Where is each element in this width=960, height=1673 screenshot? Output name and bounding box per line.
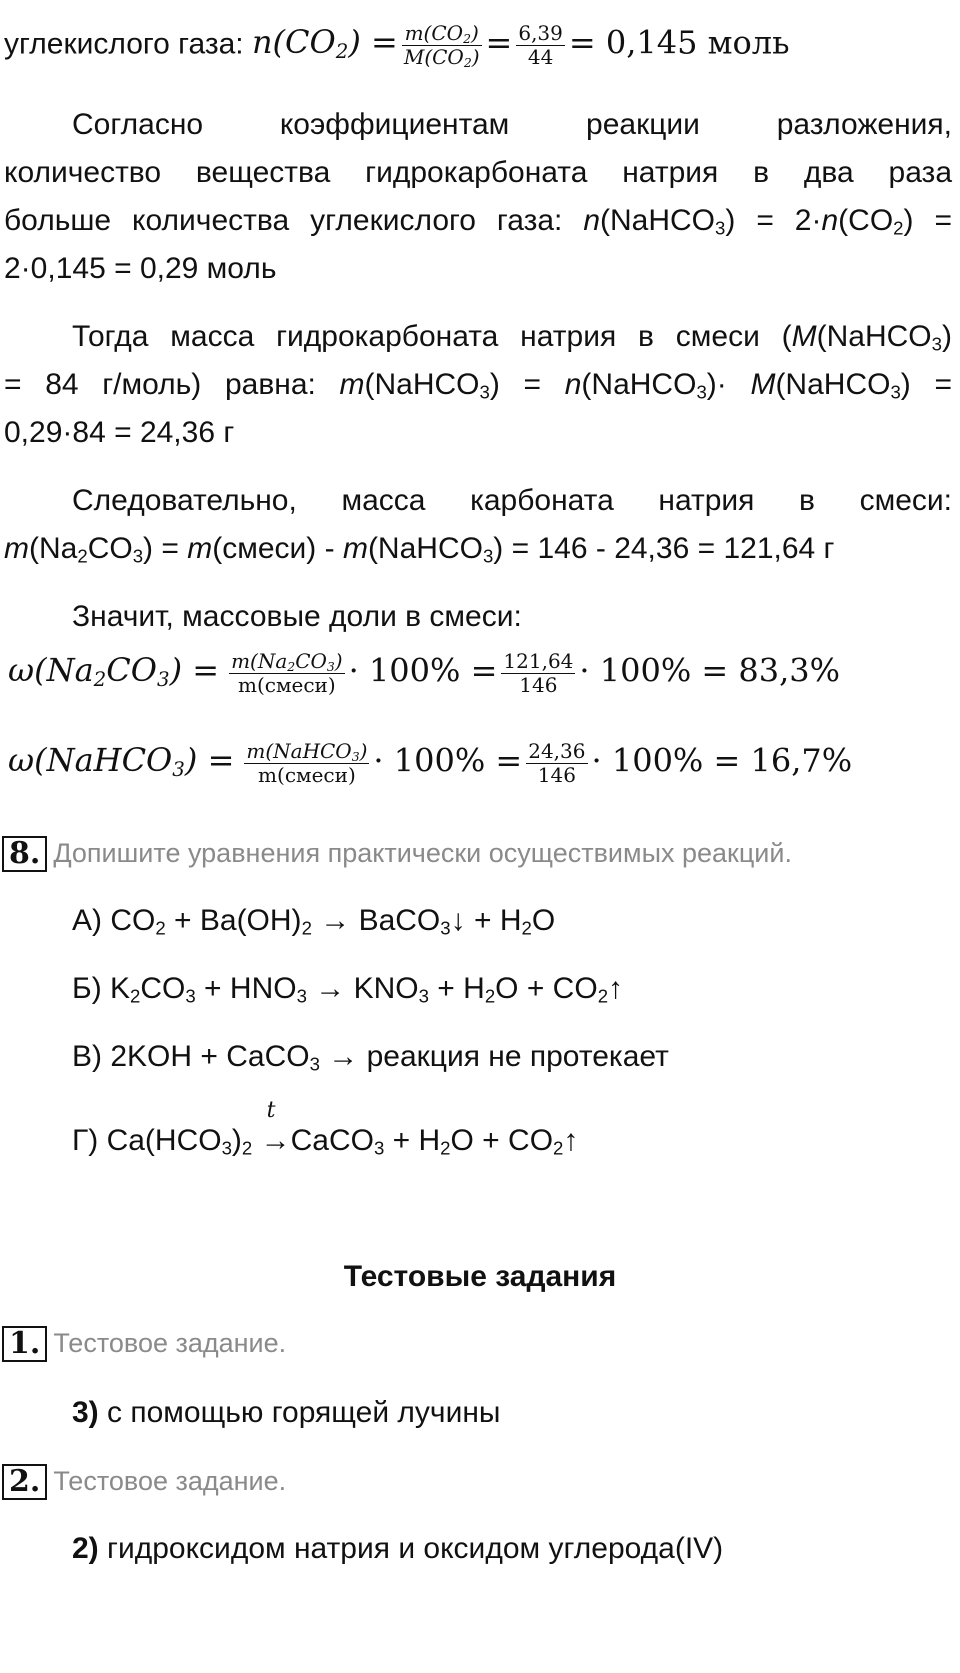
mass-fraction-na2co3: $\omega(Na_2CO_3)$ = $\frac{m(Na_2CO_3)}{\text{m(смеси)}}$ · 100% = $\frac{121,64}{146}$ · 100% = 83,3% [8, 649, 841, 697]
co2-amount-line: углекислого газа: $n(CO_2)$ = $\frac{m(CO_2)}{M(CO_2)}$ = $\frac{6,39}{44}$ = 0,145 моль [4, 21, 790, 71]
test2-answer: 2) гидроксидом натрия и оксидом углерода(IV) [72, 1532, 724, 1565]
task8-header [2, 836, 960, 872]
test2-number: 2. [2, 1464, 47, 1500]
para1-line3: больше количества углекислого газа: n(NaHCO$_3$) = $2\cdot n(CO_2)$ = [4, 204, 952, 239]
para2-line3: 0,29·84 = 24,36 г [4, 416, 235, 449]
task8-text: Допишите уравнения практически осуществимых реакций. [53, 837, 792, 868]
para3-line2: $m(Na_2CO_3)$ = m(смеси) - m(NaHCO$_3$) = 146 - 24,36 = 121,64 г [4, 532, 835, 567]
section-heading: Тестовые задания [343, 1260, 617, 1293]
test1-answer: 3) с помощью горящей лучины [72, 1396, 501, 1429]
test1-number: 1. [2, 1326, 47, 1362]
para1-line2: количество вещества гидрокарбоната натрия в два раза [4, 156, 952, 189]
para3-line1: Следовательно, масса карбоната натрия в смеси: [72, 484, 952, 517]
task8-number: 8. [2, 836, 47, 872]
co2-fraction-mass-molar: $\frac{m(CO_2)}{M(CO_2)}$ [403, 21, 480, 71]
reaction-b: Б) $K_2CO_3 + HNO_3 \to KNO_3 + H_2O$ + $CO_2↑$ [72, 972, 624, 1007]
co2-amount-result: = 0,145 моль [568, 23, 790, 62]
para2-line1: Тогда масса гидрокарбоната натрия в смеси (M(NaHCO$_3$) [72, 320, 952, 355]
co2-formula: $n(CO_2)$ = [251, 23, 398, 64]
reaction-a: А) $CO_2 + Ba(OH)_2$ → BaCO$_3$↓ + $H_2O$ [72, 904, 556, 939]
test1-text: Тестовое задание. [53, 1327, 287, 1358]
para1-line1: Согласно коэффициентам реакции разложения, [72, 108, 952, 141]
test2-text: Тестовое задание. [53, 1465, 287, 1496]
co2-amount-label: углекислого газа: [4, 27, 252, 61]
para1-line4: 2·0,145 = 0,29 моль [4, 252, 277, 285]
reaction-v: В) 2KOH + CaCO$_3$ → реакция не протекает [72, 1040, 669, 1075]
mass-fraction-nahco3: ω(NaHCO$_3$) = $\frac{m(NaHCO_3)}{\text{m(смеси)}}$ · 100% = $\frac{24,36}{146}$ · 100% = 16,7% [8, 739, 853, 787]
test2-header [2, 1464, 960, 1500]
temperature-label: t [266, 1098, 276, 1123]
reaction-g: Г) $Ca(HCO_3)_2$ → t CaCO$_3$ + $H_2O$ + $CO_2↑$ [72, 1098, 579, 1159]
para4: Значит, массовые доли в смеси: [72, 600, 522, 633]
co2-fraction-values: $\frac{6,39}{44}$ [518, 21, 563, 69]
test1-header [2, 1326, 960, 1362]
para2-line2: = 84 г/моль) равна: m(NaHCO$_3$) = n(NaHCO$_3$)· M(NaHCO$_3$) = [4, 368, 952, 403]
